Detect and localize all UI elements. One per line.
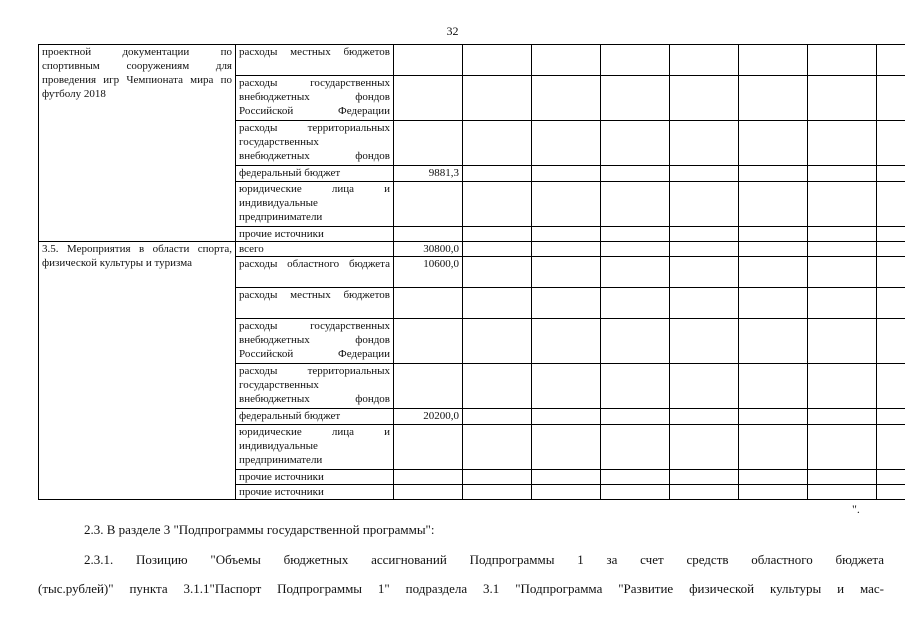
year-amount-cell — [877, 227, 905, 242]
year-amount-cell — [463, 242, 532, 257]
year-amount-cell — [601, 409, 670, 425]
year-amount-cell — [463, 364, 532, 409]
funding-source-cell: расходы территориальных государственных внебюджетных фондов — [236, 364, 394, 409]
paragraph-item-2-3-1-continued: (тыс.рублей)" пункта 3.1.1"Паспорт Подпрограммы 1" подраздела 3.1 "Подпрограмма "Развитие физической культуры и мас- — [38, 581, 884, 596]
program-name-cell: проектной документации по спортивным сооружениям для проведения игр Чемпионата мира по футболу 2018 — [39, 45, 236, 242]
year-amount-cell — [670, 166, 739, 182]
amount-cell — [394, 45, 463, 76]
amount-cell — [394, 319, 463, 364]
amount-cell — [394, 182, 463, 227]
year-amount-cell — [463, 257, 532, 288]
year-amount-cell — [670, 182, 739, 227]
amount-cell — [394, 76, 463, 121]
year-amount-cell — [670, 76, 739, 121]
year-amount-cell — [463, 319, 532, 364]
year-amount-cell — [808, 257, 877, 288]
amount-cell — [394, 425, 463, 470]
year-amount-cell — [739, 409, 808, 425]
year-amount-cell — [808, 470, 877, 485]
year-amount-cell — [808, 227, 877, 242]
table-row — [39, 45, 905, 76]
year-amount-cell — [601, 166, 670, 182]
amount-cell: 9881,3 — [394, 166, 463, 182]
year-amount-cell — [877, 319, 905, 364]
year-amount-cell — [601, 364, 670, 409]
year-amount-cell — [670, 319, 739, 364]
year-amount-cell — [808, 182, 877, 227]
year-amount-cell — [808, 485, 877, 500]
year-amount-cell — [463, 288, 532, 319]
year-amount-cell — [808, 166, 877, 182]
funding-source-cell: прочие источники — [236, 227, 394, 242]
year-amount-cell — [463, 409, 532, 425]
year-amount-cell — [808, 409, 877, 425]
year-amount-cell — [808, 45, 877, 76]
year-amount-cell — [739, 45, 808, 76]
amount-cell: 20200,0 — [394, 409, 463, 425]
year-amount-cell — [532, 319, 601, 364]
funding-source-cell: расходы областного бюджета — [236, 257, 394, 288]
amount-cell — [394, 364, 463, 409]
year-amount-cell — [739, 227, 808, 242]
amount-cell: 30800,0 — [394, 242, 463, 257]
closing-quote: ". — [852, 502, 860, 516]
funding-source-cell: федеральный бюджет — [236, 166, 394, 182]
year-amount-cell — [601, 485, 670, 500]
year-amount-cell — [670, 288, 739, 319]
year-amount-cell — [601, 182, 670, 227]
year-amount-cell — [532, 425, 601, 470]
funding-source-cell: расходы государственных внебюджетных фондов Российской Федерации — [236, 76, 394, 121]
year-amount-cell — [601, 76, 670, 121]
year-amount-cell — [463, 227, 532, 242]
funding-source-cell: юридические лица и индивидуальные предприниматели — [236, 425, 394, 470]
amount-cell — [394, 227, 463, 242]
year-amount-cell — [877, 288, 905, 319]
year-amount-cell — [739, 257, 808, 288]
year-amount-cell — [877, 470, 905, 485]
paragraph-section-3: 2.3. В разделе 3 "Подпрограммы государственной программы": — [84, 522, 435, 537]
year-amount-cell — [808, 121, 877, 166]
year-amount-cell — [670, 364, 739, 409]
year-amount-cell — [532, 288, 601, 319]
year-amount-cell — [601, 121, 670, 166]
paragraph-item-2-3-1: 2.3.1. Позицию "Объемы бюджетных ассигнований Подпрограммы 1 за счет средств областного бюджета — [84, 552, 884, 567]
funding-source-cell: расходы государственных внебюджетных фондов Российской Федерации — [236, 319, 394, 364]
year-amount-cell — [532, 182, 601, 227]
funding-source-cell: прочие источники — [236, 470, 394, 485]
year-amount-cell — [877, 409, 905, 425]
year-amount-cell — [670, 227, 739, 242]
year-amount-cell — [739, 425, 808, 470]
year-amount-cell — [808, 242, 877, 257]
amount-cell — [394, 288, 463, 319]
year-amount-cell — [532, 227, 601, 242]
year-amount-cell — [601, 470, 670, 485]
year-amount-cell — [877, 364, 905, 409]
funding-source-cell: прочие источники — [236, 485, 394, 500]
year-amount-cell — [532, 242, 601, 257]
budget-table — [38, 44, 905, 500]
year-amount-cell — [739, 364, 808, 409]
year-amount-cell — [670, 485, 739, 500]
amount-cell — [394, 121, 463, 166]
year-amount-cell — [601, 288, 670, 319]
year-amount-cell — [463, 425, 532, 470]
funding-source-cell: расходы территориальных государственных внебюджетных фондов — [236, 121, 394, 166]
year-amount-cell — [532, 485, 601, 500]
program-name-cell: 3.5. Мероприятия в области спорта, физической культуры и туризма — [39, 242, 236, 500]
year-amount-cell — [877, 121, 905, 166]
year-amount-cell — [532, 76, 601, 121]
year-amount-cell — [670, 409, 739, 425]
year-amount-cell — [670, 121, 739, 166]
year-amount-cell — [808, 76, 877, 121]
year-amount-cell — [601, 319, 670, 364]
year-amount-cell — [670, 425, 739, 470]
year-amount-cell — [877, 425, 905, 470]
year-amount-cell — [739, 288, 808, 319]
year-amount-cell — [739, 470, 808, 485]
year-amount-cell — [877, 45, 905, 76]
year-amount-cell — [601, 257, 670, 288]
amount-cell — [394, 485, 463, 500]
year-amount-cell — [463, 45, 532, 76]
year-amount-cell — [532, 470, 601, 485]
year-amount-cell — [463, 76, 532, 121]
year-amount-cell — [463, 166, 532, 182]
year-amount-cell — [808, 425, 877, 470]
year-amount-cell — [463, 182, 532, 227]
year-amount-cell — [877, 257, 905, 288]
year-amount-cell — [877, 242, 905, 257]
amount-cell — [394, 470, 463, 485]
year-amount-cell — [877, 182, 905, 227]
year-amount-cell — [601, 45, 670, 76]
amount-cell: 10600,0 — [394, 257, 463, 288]
year-amount-cell — [532, 121, 601, 166]
year-amount-cell — [739, 182, 808, 227]
year-amount-cell — [808, 288, 877, 319]
year-amount-cell — [601, 425, 670, 470]
funding-source-cell: федеральный бюджет — [236, 409, 394, 425]
year-amount-cell — [670, 242, 739, 257]
page-number: 32 — [446, 24, 459, 38]
funding-source-cell: всего — [236, 242, 394, 257]
year-amount-cell — [739, 485, 808, 500]
year-amount-cell — [601, 227, 670, 242]
year-amount-cell — [532, 45, 601, 76]
year-amount-cell — [877, 485, 905, 500]
funding-source-cell: юридические лица и индивидуальные предприниматели — [236, 182, 394, 227]
funding-source-cell: расходы местных бюджетов — [236, 288, 394, 319]
year-amount-cell — [670, 257, 739, 288]
year-amount-cell — [463, 121, 532, 166]
year-amount-cell — [739, 76, 808, 121]
year-amount-cell — [463, 470, 532, 485]
year-amount-cell — [808, 364, 877, 409]
year-amount-cell — [808, 319, 877, 364]
year-amount-cell — [463, 485, 532, 500]
year-amount-cell — [532, 257, 601, 288]
year-amount-cell — [601, 242, 670, 257]
year-amount-cell — [670, 45, 739, 76]
year-amount-cell — [532, 166, 601, 182]
funding-source-cell: расходы местных бюджетов — [236, 45, 394, 76]
year-amount-cell — [670, 470, 739, 485]
year-amount-cell — [739, 242, 808, 257]
year-amount-cell — [532, 409, 601, 425]
year-amount-cell — [532, 364, 601, 409]
year-amount-cell — [877, 76, 905, 121]
year-amount-cell — [877, 166, 905, 182]
year-amount-cell — [739, 319, 808, 364]
year-amount-cell — [739, 166, 808, 182]
budget-table-body — [39, 45, 905, 500]
year-amount-cell — [739, 121, 808, 166]
table-row — [39, 242, 905, 257]
